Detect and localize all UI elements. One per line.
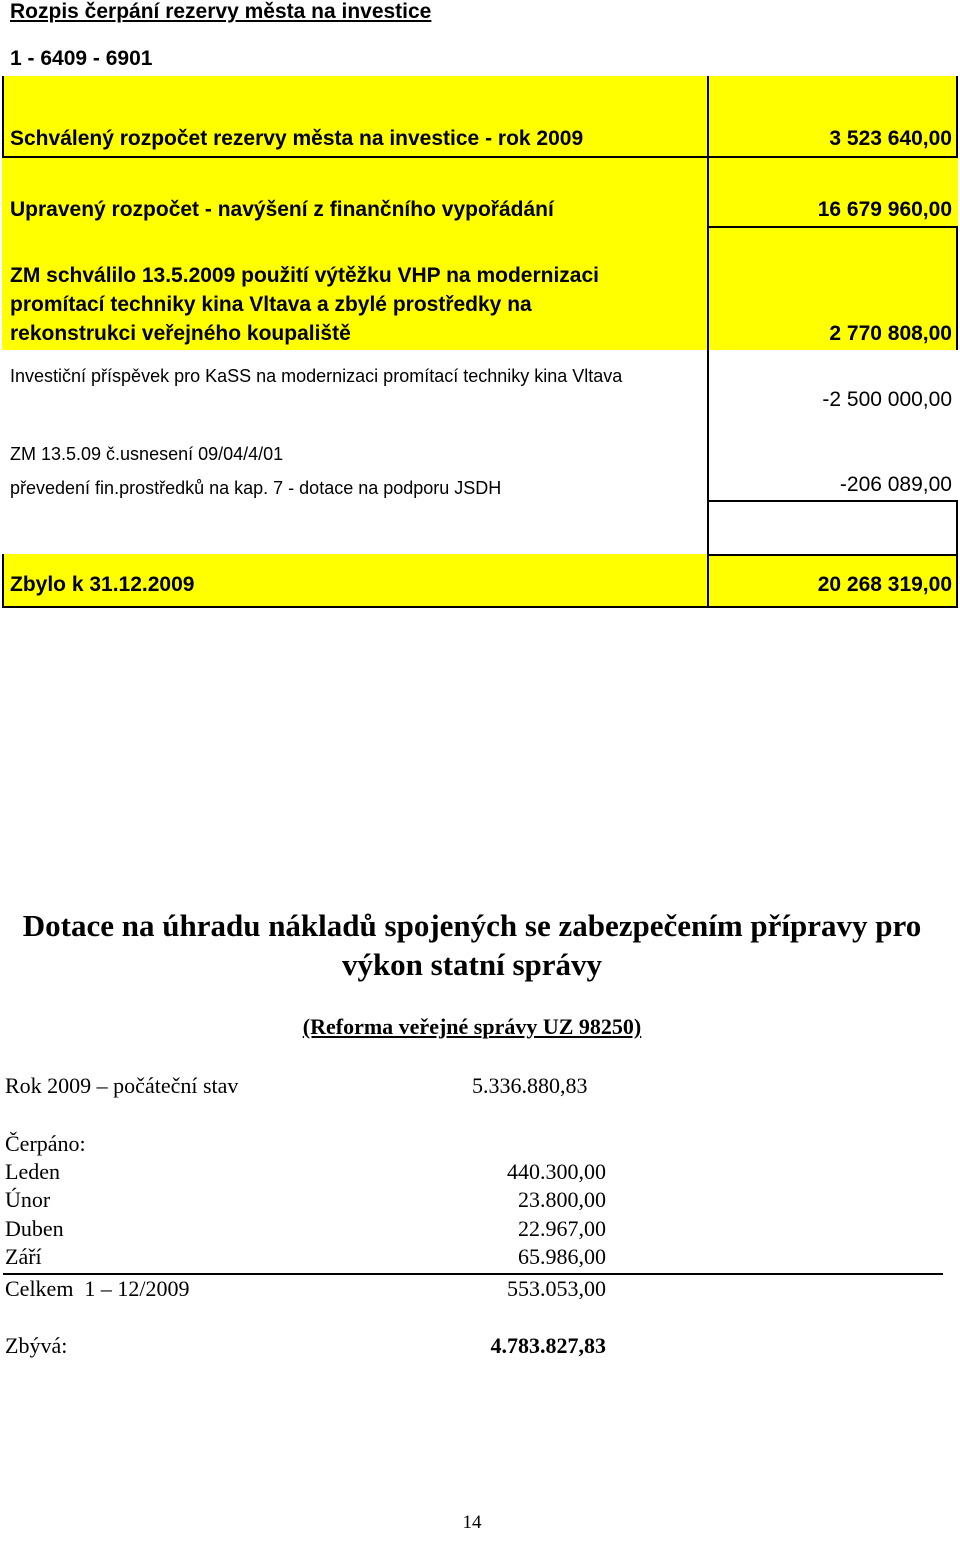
table-row [2, 350, 958, 420]
row-value: 2 770 808,00 [829, 322, 952, 345]
item-label: Září [5, 1244, 42, 1269]
remaining-value: 4.783.827,83 [490, 1333, 606, 1358]
table-row-total [2, 554, 958, 608]
table-row [2, 76, 958, 156]
empty-row [2, 500, 958, 554]
border-line [707, 500, 958, 502]
row-label: ZM schválilo 13.5.2009 použití výtěžku VHP na modernizaci promítací techniky kina Vltava a zbylé prostředky na rekonstrukci veřejného koupaliště [10, 264, 599, 345]
section-title: Dotace na úhradu nákladů spojených se zabezpečením přípravy pro výkon statní správy [22, 908, 922, 982]
account-code: 1 - 6409 - 6901 [10, 47, 153, 70]
border-line [707, 554, 958, 556]
item-label: Únor [5, 1187, 51, 1212]
start-value: 5.336.880,83 [472, 1073, 588, 1098]
border-line [956, 226, 958, 350]
border-line [2, 606, 958, 608]
total-label: Celkem 1 – 12/2009 [5, 1276, 190, 1301]
border-line [2, 156, 958, 158]
border-line [707, 226, 958, 228]
budget-table [2, 76, 958, 608]
sheet-title: Rozpis čerpání rezervy města na investice [10, 0, 432, 23]
row-label-line1: ZM 13.5.09 č.usnesení 09/04/4/01 [10, 444, 284, 464]
row-label-line2: převedení fin.prostředků na kap. 7 - dotace na podporu JSDH [10, 478, 502, 498]
row-label: Investiční příspěvek pro KaSS na modernizaci promítací techniky kina Vltava [10, 366, 623, 386]
table-row [2, 420, 958, 500]
row-value: -2 500 000,00 [822, 388, 952, 411]
item-value: 23.800,00 [518, 1187, 606, 1212]
start-label: Rok 2009 – počáteční stav [5, 1073, 239, 1098]
item-value: 65.986,00 [518, 1244, 606, 1269]
table-row [2, 226, 958, 350]
row-label: Upravený rozpočet - navýšení z finančního vypořádání [10, 198, 554, 221]
row-value: 16 679 960,00 [817, 198, 952, 221]
item-value: 440.300,00 [507, 1159, 606, 1184]
item-value: 22.967,00 [518, 1216, 606, 1241]
row-label: Schválený rozpočet rezervy města na investice - rok 2009 [10, 127, 584, 150]
border-line [2, 76, 4, 156]
border-line [2, 554, 4, 608]
table-row [2, 156, 958, 226]
remaining-label: Zbývá: [5, 1333, 68, 1358]
total-value: 553.053,00 [507, 1276, 606, 1301]
row-value: 3 523 640,00 [829, 127, 952, 150]
row-value: 20 268 319,00 [817, 573, 952, 596]
page-number: 14 [462, 1512, 482, 1533]
row-value: -206 089,00 [839, 473, 952, 496]
section-subtitle: (Reforma veřejné správy UZ 98250) [302, 1014, 642, 1039]
cerpano-label: Čerpáno: [5, 1131, 86, 1156]
item-label: Leden [5, 1159, 60, 1184]
row-label: Zbylo k 31.12.2009 [10, 573, 195, 596]
item-label: Duben [5, 1216, 64, 1241]
border-line [956, 76, 958, 156]
